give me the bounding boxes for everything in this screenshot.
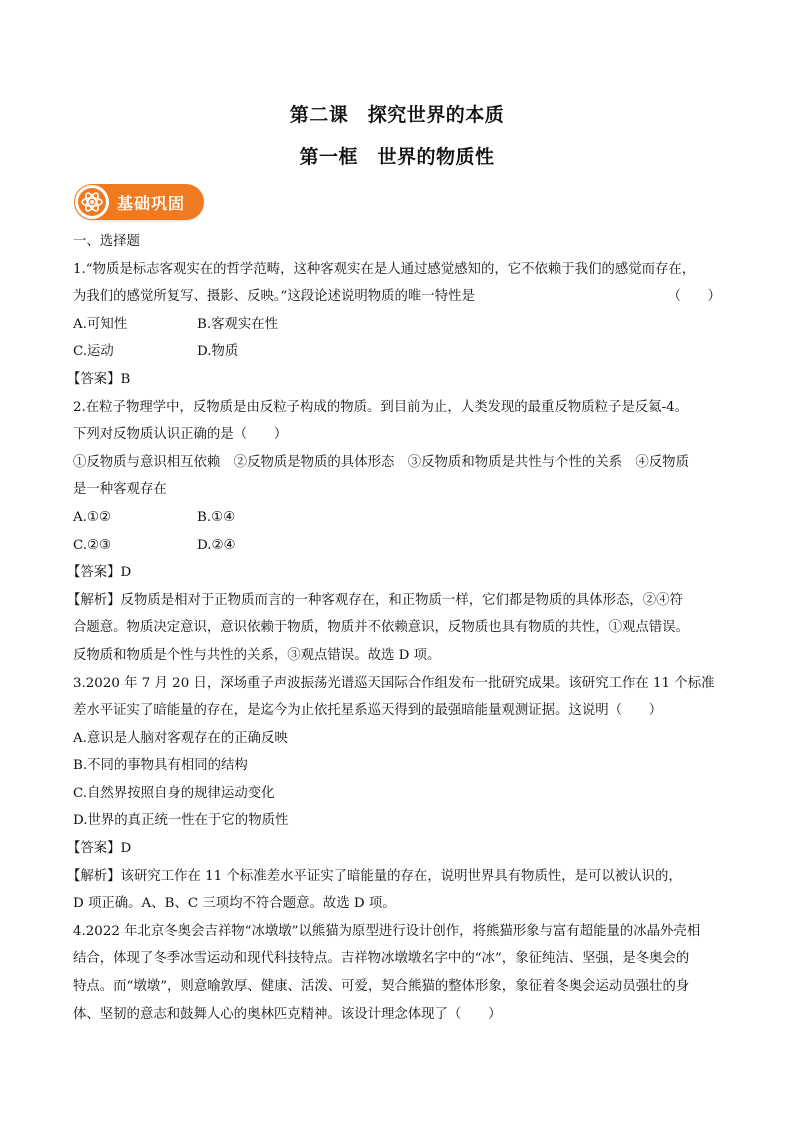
q2-option-b: B.①④	[197, 509, 236, 525]
q1-options-row2	[73, 338, 721, 366]
q2-option-a: A.①②	[73, 509, 111, 525]
q2-option-c: C.②③	[73, 537, 112, 553]
q1-answer: 【答案】B	[67, 371, 131, 387]
q1-options-row1	[73, 311, 721, 339]
q1-stem-text: 为我们的感觉所复写、摄影、反映。”这段论述说明物质的唯一特性是	[73, 289, 475, 305]
question-content	[67, 228, 721, 1028]
q2-analysis-line1: 【解析】反物质是相对于正物质而言的一种客观存在，和正物质一样，它们都是物质的具体形态，②④符	[67, 592, 683, 608]
q1-answer-blank: （ ）	[667, 289, 721, 305]
badge-label: 基础巩固	[117, 193, 186, 213]
q2-option-d: D.②④	[197, 537, 236, 553]
q3-analysis-line2: D 项正确。A、B、C 三项均不符合题意。故选 D 项。	[73, 896, 396, 912]
q3-option-c: C.自然界按照自身的规律运动变化	[73, 785, 275, 801]
q1-stem-line1: 1.“物质是标志客观实在的哲学范畴，这种客观实在是人通过感觉感知的，它不依赖于我们的感觉而存在，	[73, 261, 696, 277]
section-title: 第一框 世界的物质性	[299, 146, 495, 168]
q1-option-b: B.客观实在性	[197, 316, 279, 332]
q2-stem-line1: 2.在粒子物理学中，反物质是由反粒子构成的物质。到目前为止，人类发现的最重反物质粒子是反氦-4。	[73, 399, 689, 415]
q4-stem-line4: 体、坚韧的意志和鼓舞人心的奥林匹克精神。该设计理念体现了（ ）	[73, 1006, 502, 1022]
q1-option-a: A.可知性	[73, 316, 128, 332]
q2-answer: 【答案】D	[67, 565, 132, 581]
q3-answer: 【答案】D	[67, 841, 132, 857]
q3-option-d: D.世界的真正统一性在于它的物质性	[73, 813, 289, 829]
q4-stem-line1: 4.2022 年北京冬奥会吉祥物“冰墩墩”以熊猫为原型进行设计创作，将熊猫形象与富有超能量的冰晶外壳相	[73, 923, 701, 939]
q3-option-a: A.意识是人脑对客观存在的正确反映	[73, 730, 288, 746]
basic-consolidation-badge	[74, 184, 204, 220]
section-heading: 一、选择题	[73, 234, 140, 249]
q4-stem-line3: 特点。而“墩墩”，则意喻敦厚、健康、活泼、可爱，契合熊猫的整体形象，象征着冬奥会运动员强壮的身	[73, 979, 690, 995]
q3-analysis-line1: 【解析】该研究工作在 11 个标准差水平证实了暗能量的存在，说明世界具有物质性，是可以被认识的，	[67, 868, 682, 884]
q3-option-b: B.不同的事物具有相同的结构	[73, 758, 248, 774]
q3-stem-line2: 差水平证实了暗能量的存在，是迄今为止依托星系巡天得到的最强暗能量观测证据。这说明（ ）	[73, 703, 663, 719]
q1-option-c: C.运动	[73, 344, 114, 360]
q2-options-row1	[73, 504, 721, 532]
q2-analysis-line2: 合题意。物质决定意识，意识依赖于物质，物质并不依赖意识，反物质也具有物质的共性，①观点错误。	[73, 620, 689, 636]
q2-stem-line2: 下列对反物质认识正确的是（ ）	[73, 427, 288, 443]
atom-icon	[75, 185, 109, 219]
q2-stem-line4: 是一种客观存在	[73, 482, 167, 498]
lesson-title: 第二课 探究世界的本质	[289, 104, 505, 126]
q1-option-d: D.物质	[197, 344, 239, 360]
q2-analysis-line3: 反物质和物质是个性与共性的关系，③观点错误。故选 D 项。	[73, 647, 441, 663]
q2-stem-line3: ①反物质与意识相互依赖 ②反物质是物质的具体形态 ③反物质和物质是共性与个性的关系 ④反物质	[73, 454, 689, 470]
q1-stem-line2	[73, 283, 721, 311]
q3-stem-line1: 3.2020 年 7 月 20 日，深场重子声波振荡光谱巡天国际合作组发布一批研究成果。该研究工作在 11 个标准	[73, 675, 715, 691]
q2-options-row2	[73, 532, 721, 560]
q4-stem-line2: 结合，体现了冬季冰雪运动和现代科技特点。吉祥物冰墩墩名字中的“冰”，象征纯洁、坚强，是冬奥会的	[73, 951, 690, 967]
